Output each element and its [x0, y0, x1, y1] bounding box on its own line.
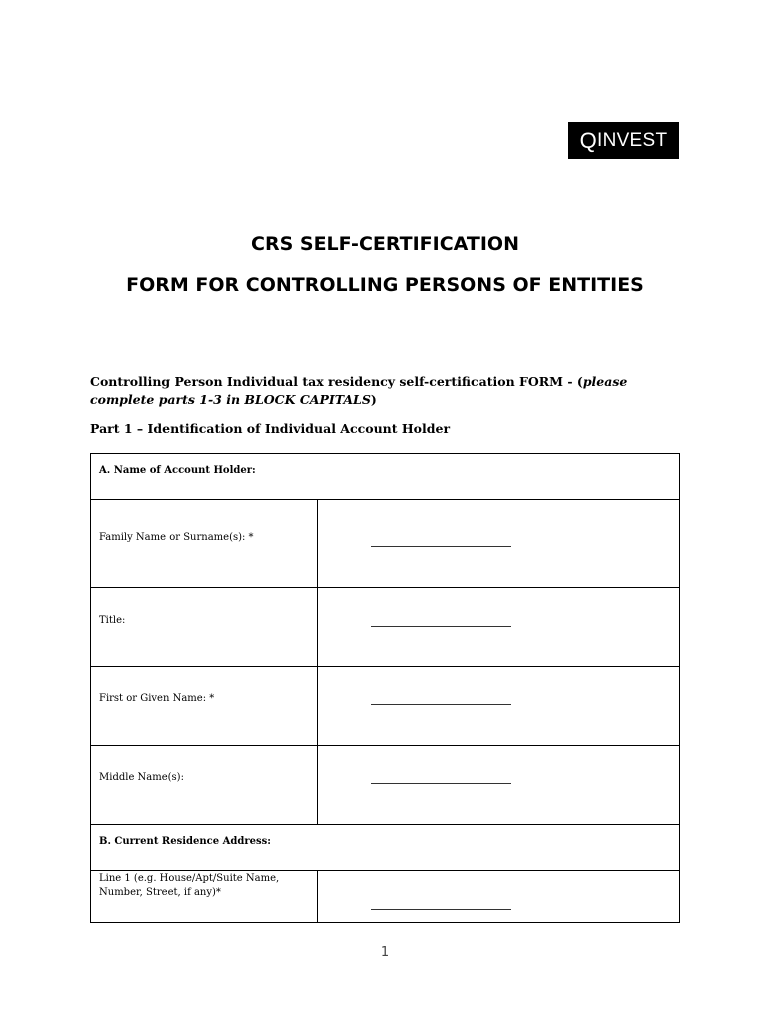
page-number: 1: [380, 945, 390, 960]
family-name-label-cell: [91, 500, 318, 588]
logo-q: Q: [579, 127, 597, 153]
first-name-field[interactable]: [371, 704, 511, 705]
address-line1-row: [91, 871, 680, 923]
instructions-close: ): [370, 392, 377, 407]
title-input-cell[interactable]: [318, 588, 680, 667]
middle-name-field[interactable]: [371, 783, 511, 784]
instructions-main: Controlling Person Individual tax residency self-certification FORM - (: [90, 374, 583, 389]
family-name-row: [91, 500, 680, 588]
title-label-cell: [91, 588, 318, 667]
family-name-field[interactable]: [371, 546, 511, 547]
instructions-italic: please complete parts 1-3 in BLOCK CAPITALS: [90, 374, 628, 407]
section-b-header-row: [91, 825, 680, 871]
address-line1-input-cell[interactable]: [318, 871, 680, 923]
first-name-label-cell: [91, 667, 318, 746]
first-name-input-cell[interactable]: [318, 667, 680, 746]
middle-name-label: Middle Name(s):: [99, 772, 184, 783]
first-name-row: [91, 667, 680, 746]
section-a-header-row: [91, 454, 680, 500]
section-a-label: A. Name of Account Holder:: [99, 465, 256, 476]
instructions: [90, 373, 680, 409]
form-subtitle: FORM FOR CONTROLLING PERSONS OF ENTITIES: [126, 274, 644, 296]
title-label: Title:: [99, 615, 126, 626]
middle-name-row: [91, 746, 680, 825]
identification-table: [90, 453, 680, 923]
part-1-heading: Part 1 – Identification of Individual Account Holder: [90, 421, 451, 436]
section-a-header-cell: [91, 454, 680, 500]
title-row: [91, 588, 680, 667]
section-b-label: B. Current Residence Address:: [99, 836, 271, 847]
title-field[interactable]: [371, 626, 511, 627]
qinvest-logo: [568, 122, 679, 159]
logo-text: INVEST: [596, 129, 668, 151]
address-line1-label-cell: [91, 871, 318, 923]
middle-name-label-cell: [91, 746, 318, 825]
section-b-header-cell: [91, 825, 680, 871]
middle-name-input-cell[interactable]: [318, 746, 680, 825]
form-title: CRS SELF-CERTIFICATION: [251, 233, 519, 255]
address-line1-label: Line 1 (e.g. House/Apt/Suite Name, Number, Street, if any)*: [99, 873, 280, 898]
family-name-label: Family Name or Surname(s): *: [99, 532, 254, 543]
first-name-label: First or Given Name: *: [99, 693, 215, 704]
address-line1-field[interactable]: [371, 909, 511, 910]
family-name-input-cell[interactable]: [318, 500, 680, 588]
